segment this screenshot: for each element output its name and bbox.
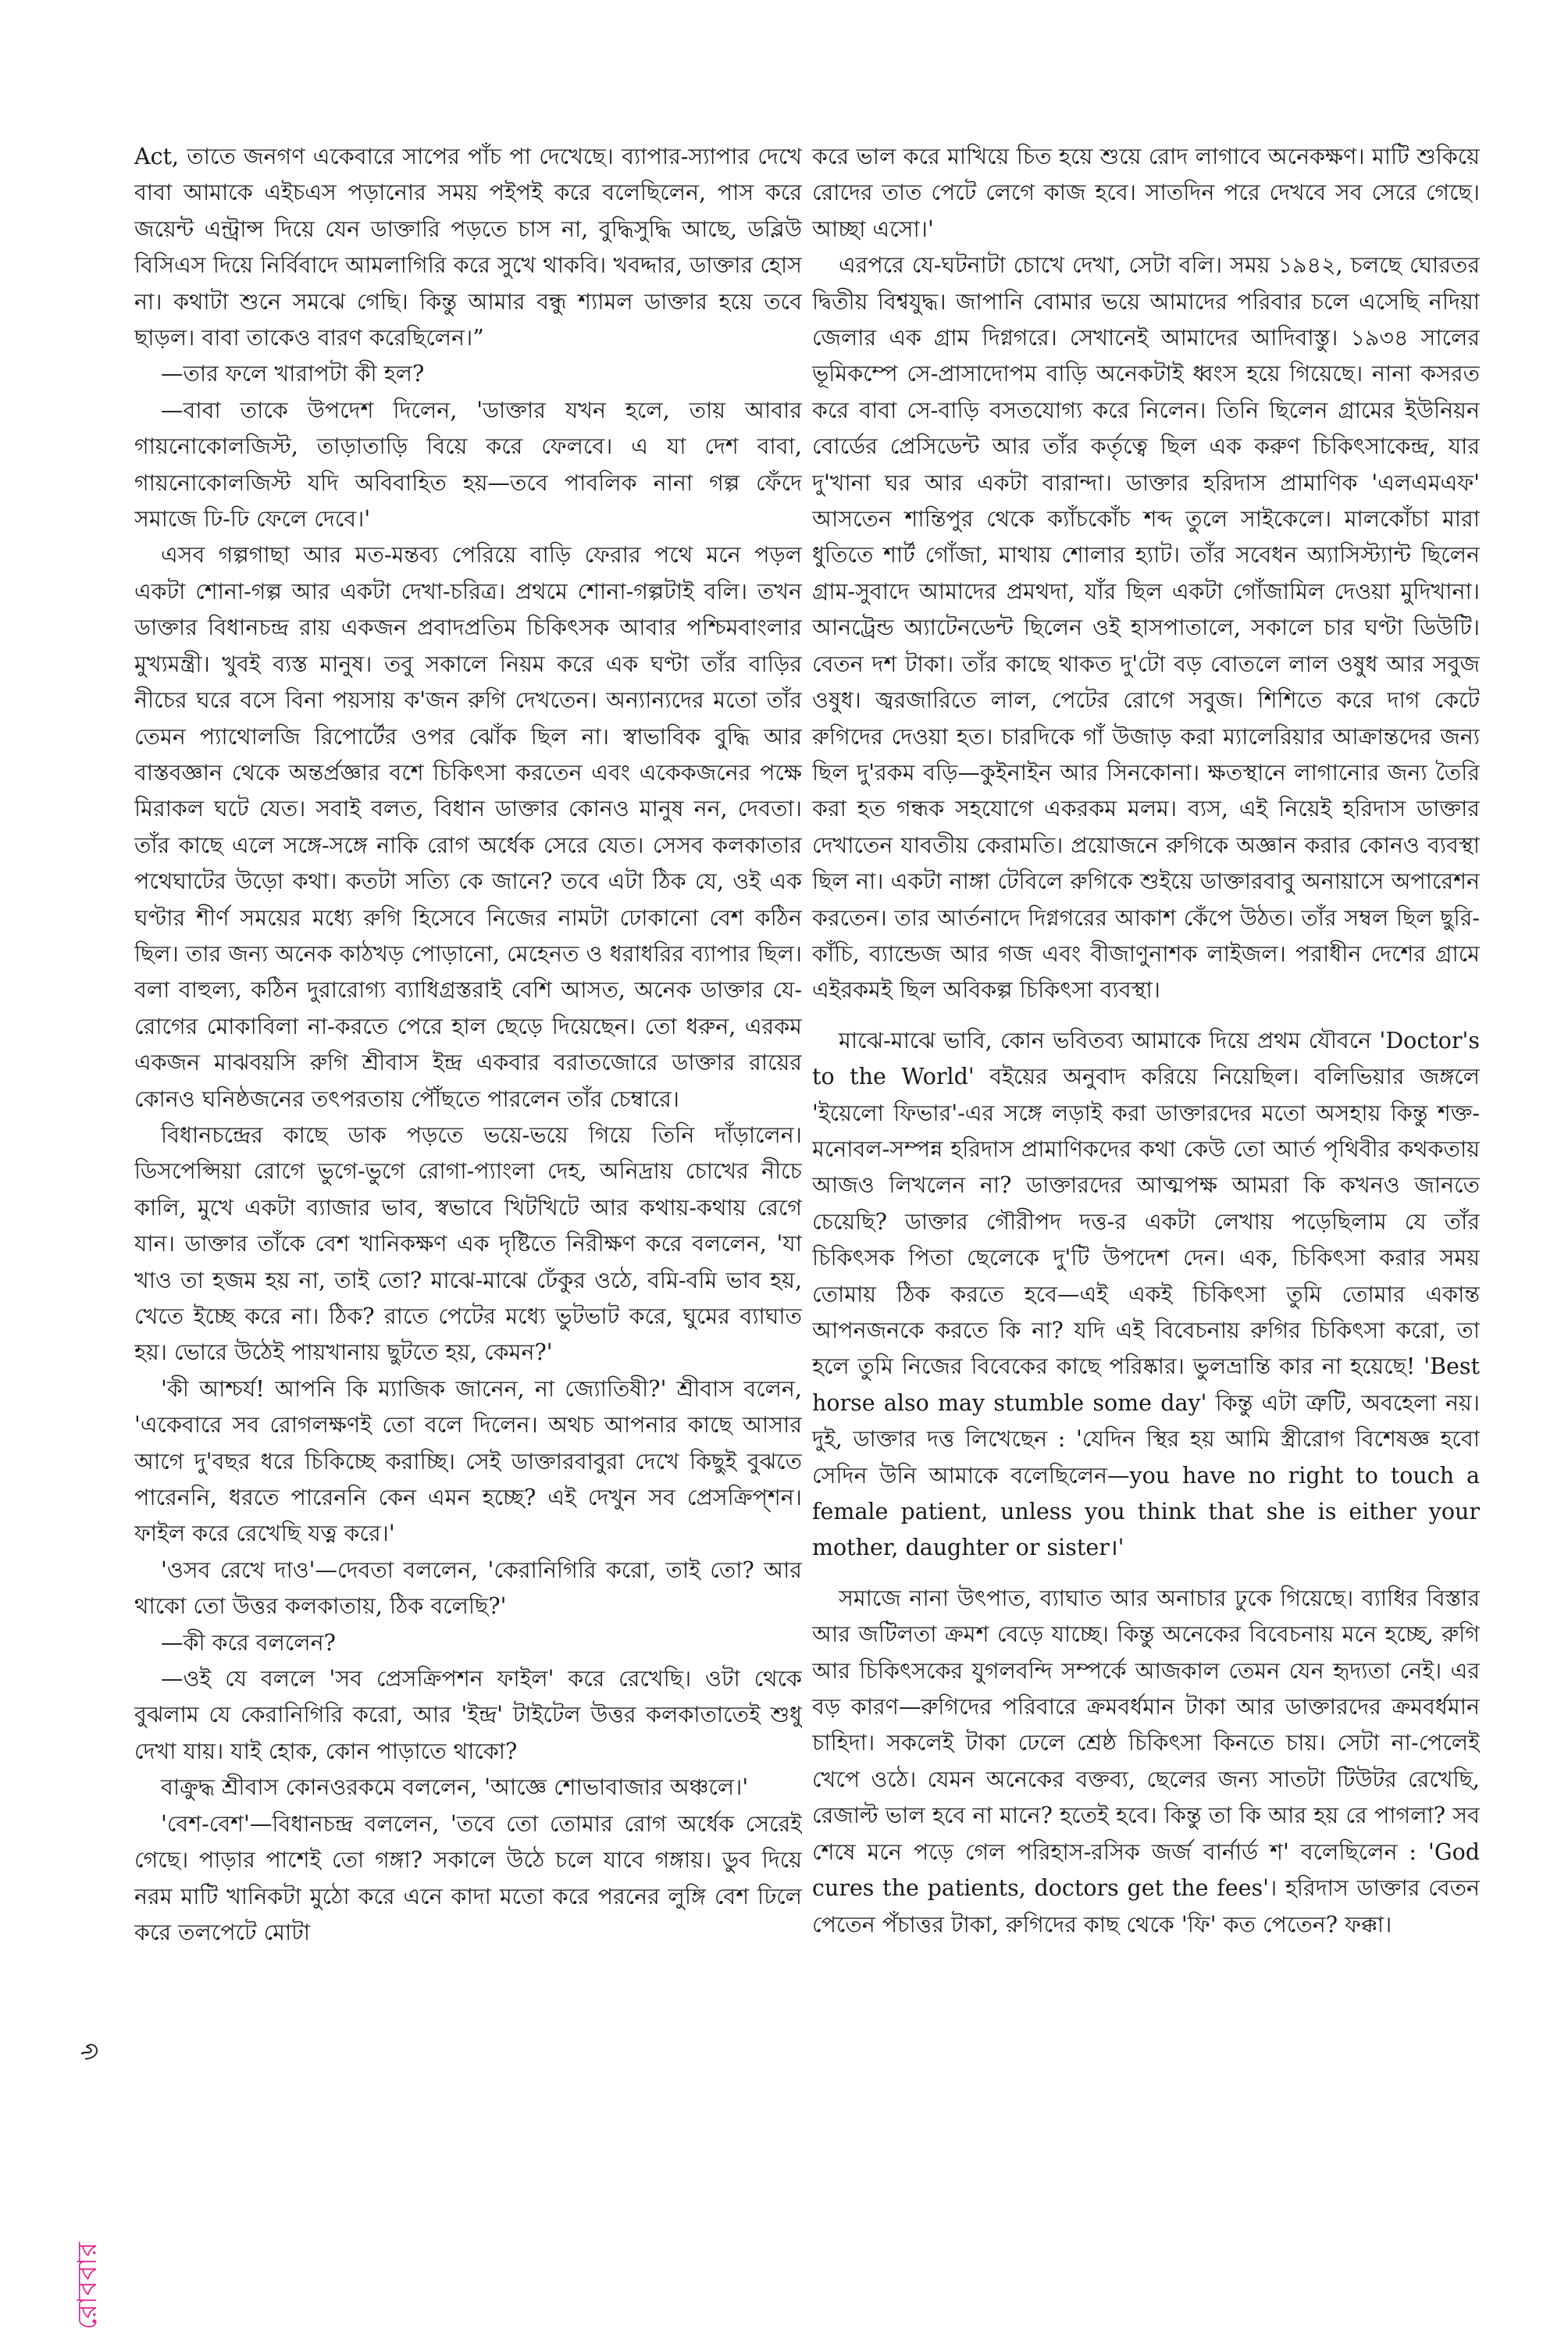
paragraph: —ওই যে বললে 'সব প্রেসক্রিপশন ফাইল' করে রেখেছি। ওটা থেকে বুঝলাম যে কেরানিগিরি করো, আর 'ইন্দ্র' টাইটেল উত্তর কলকাতাতেই শুধু দেখা যায়। যাই হোক, কোন পাড়াতে থাকো? [134,1666,802,1764]
paragraph: 'বেশ-বেশ'—বিধানচন্দ্র বললেন, 'তবে তো তোমার রোগ অর্ধেক সেরেই গেছে। পাড়ার পাশেই তো গঙ্গা? সকালে উঠে চলে যাবে গঙ্গায়। ডুব দিয়ে নরম মাটি খানিকটা মুঠো করে এনে কাদা মতো করে পরনের লুঙ্গি বেশ ঢিলে করে তলপেটে মোটা [134,1810,802,1945]
section-label: রোববার [72,2241,103,2330]
paragraph: বাক্রুদ্ধ শ্রীবাস কোনওরকমে বললেন, 'আজ্ঞে শোভাবাজার অঞ্চলে।' [161,1774,749,1801]
paragraph: —বাবা তাকে উপদেশ দিলেন, 'ডাক্তার যখন হলে, তায় আবার গায়নোকোলজিস্ট, তাড়াতাড়ি বিয়ে করে ফেলবে। এ যা দেশ বাবা, গায়নোকোলজিস্ট যদি অবিবাহিত হয়—তবে পাবলিক নানা গল্প ফেঁদে সমাজে ঢি-ঢি ফেলে দেবে।' [134,397,802,533]
paragraph: এসব গল্পগাছা আর মত-মন্তব্য পেরিয়ে বাড়ি ফেরার পথে মনে পড়ল একটা শোনা-গল্প আর একটা দেখা-চরিত্র। প্রথমে শোনা-গল্পটাই বলি। তখন ডাক্তার বিধানচন্দ্র রায় একজন প্রবাদপ্রতিম চিকিৎসক আবার পশ্চিমবাংলার মুখ্যমন্ত্রী। খুবই ব্যস্ত মানুষ। তবু সকালে নিয়ম করে এক ঘণ্টা তাঁর বাড়ির নীচের ঘরে বসে বিনা পয়সায় ক'জন রুগি দেখতেন। অন্যান্যদের মতো তাঁর তেমন প্যাথোলজি রিপোর্টের ওপর ঝোঁক ছিল না। স্বাভাবিক বুদ্ধি আর বাস্তবজ্ঞান থেকে অন্তর্প্রজ্ঞার বশে চিকিৎসা করতেন এবং একেকজনের পক্ষে মিরাকল ঘটে যেত। সবাই বলত, বিধান ডাক্তার কোনও মানুষ নন, দেবতা। তাঁর কাছে এলে সঙ্গে-সঙ্গে নাকি রোগ অর্ধেক সেরে যেত। সেসব কলকাতার পথেঘাটের উড়ো কথা। কতটা সত্যি কে জানে? তবে এটা ঠিক যে, ওই এক ঘণ্টার শীর্ণ সময়ের মধ্যে রুগি হিসেবে নিজের নামটা ঢোকানো বেশ কঠিন ছিল। তার জন্য অনেক কাঠখড় পোড়ানো, মেহেনত ও ধরাধরির ব্যাপার ছিল। বলা বাহুল্য, কঠিন দুরারোগ্য ব্যাধিগ্রস্তরাই বেশি আসত, অনেক ডাক্তার যে-রোগের মোকাবিলা না-করতে পেরে হাল ছেড়ে দিয়েছেন। তো ধরুন, এরকম একজন মাঝবয়সি রুগি শ্রীবাস ইন্দ্র একবার বরাতজোরে ডাক্তার রায়ের কোনও ঘনিষ্ঠজনের তৎপরতায় পৌঁছতে পারলেন তাঁর চেম্বারে। [134,542,802,1112]
right-text-column [812,139,1480,2201]
paragraph: 'কী আশ্চর্য! আপনি কি ম্যাজিক জানেন, না জ্যোতিষী?' শ্রীবাস বলেন, 'একেবারে সব রোগলক্ষণই তো বলে দিলেন। অথচ আপনার কাছে আসার আগে দু'বছর ধরে চিকিচ্ছে করাচ্ছি। সেই ডাক্তারবাবুরা দেখে কিছুই বুঝতে পারেননি, ধরতে পারেননি কেন এমন হচ্ছে? এই দেখুন সব প্রেসক্রিপ্শন। ফাইল করে রেখেছি যত্ন করে।' [134,1375,802,1547]
paragraph: 'ওসব রেখে দাও'—দেবতা বললেন, 'কেরানিগিরি করো, তাই তো? আর থাকো তো উত্তর কলকাতায়, ঠিক বলেছি?' [134,1557,802,1620]
paragraph: মাঝে-মাঝে ভাবি, কোন ভবিতব্য আমাকে দিয়ে প্রথম যৌবনে 'Doctor's to the World' বইয়ের অনুবাদ করিয়ে নিয়েছিল। বলিভিয়ার জঙ্গলে 'ইয়েলো ফিভার'-এর সঙ্গে লড়াই করা ডাক্তারদের মতো অসহায় কিন্তু শক্ত-মনোবল-সম্পন্ন হরিদাস প্রামাণিকদের কথা কেউ তো আর্ত পৃথিবীর কথকতায় আজও লিখলেন না? ডাক্তারদের আত্মপক্ষ আমরা কি কখনও জানতে চেয়েছি? ডাক্তার গৌরীপদ দত্ত-র একটা লেখায় পড়েছিলাম যে তাঁর চিকিৎসক পিতা ছেলেকে দু'টি উপদেশ দেন। এক, চিকিৎসা করার সময় তোমায় ঠিক করতে হবে—এই একই চিকিৎসা তুমি তোমার একান্ত আপনজনকে করতে কি না? যদি এই বিবেচনায় রুগির চিকিৎসা করো, তা হলে তুমি নিজের বিবেকের কাছে পরিষ্কার। ভুলভ্রান্তি কার না হয়েছে! 'Best horse also may stumble some day' কিন্তু এটা ত্রুটি, অবহেলা নয়। দুই, ডাক্তার দত্ত লিখেছেন : 'যেদিন স্থির হয় আমি স্ত্রীরোগ বিশেষজ্ঞ হবো সেদিন উনি আমাকে বলেছিলেন—you have no right to touch a female patient, unless you think that she is either your mother, daughter or sister।' [812,1027,1480,1561]
paragraph: —তার ফলে খারাপটা কী হল? [161,361,425,387]
page-number: ৬ [73,2043,105,2061]
paragraph: বিধানচন্দ্রের কাছে ডাক পড়তে ভয়ে-ভয়ে গিয়ে তিনি দাঁড়ালেন। ডিসপেপ্সিয়া রোগে ভুগে-ভুগে রোগা-প্যাংলা দেহ, অনিদ্রায় চোখের নীচে কালি, মুখে একটা ব্যাজার ভাব, স্বভাবে খিটখিটে আর কথায়-কথায় রেগে যান। ডাক্তার তাঁকে বেশ খানিকক্ষণ এক দৃষ্টিতে নিরীক্ষণ করে বললেন, 'যা খাও তা হজম হয় না, তাই তো? মাঝে-মাঝে ঢেঁকুর ওঠে, বমি-বমি ভাব হয়, খেতে ইচ্ছে করে না। ঠিক? রাতে পেটের মধ্যে ভুটভাট করে, ঘুমের ব্যাঘাত হয়। ভোরে উঠেই পায়খানায় ছুটতে হয়, কেমন?' [134,1122,802,1366]
paragraph: —কী করে বললেন? [161,1629,336,1656]
paragraph: Act, তাতে জনগণ একেবারে সাপের পাঁচ পা দেখেছে। ব্যাপার-স্যাপার দেখে বাবা আমাকে এইচএস পড়ানোর সময় পইপই করে বলেছিলেন, পাস করে জয়েন্ট এন্ট্রান্স দিয়ে যেন ডাক্তারি পড়তে চাস না, বুদ্ধিসুদ্ধি আছে, ডব্লিউ বিসিএস দিয়ে নির্বিবাদে আমলাগিরি করে সুখে থাকবি। খবদ্দার, ডাক্তার হোস না। কথাটা শুনে সমঝে গেছি। কিন্তু আমার বন্ধু শ্যামল ডাক্তার হয়ে তবে ছাড়ল। বাবা তাকেও বারণ করেছিলেন।” [134,144,802,351]
left-text-column [134,139,802,2201]
paragraph: করে ভাল করে মাখিয়ে চিত হয়ে শুয়ে রোদ লাগাবে অনেকক্ষণ। মাটি শুকিয়ে রোদের তাত পেটে লেগে কাজ হবে। সাতদিন পরে দেখবে সব সেরে গেছে। আচ্ছা এসো।' [812,144,1480,242]
paragraph: সমাজে নানা উৎপাত, ব্যাঘাত আর অনাচার ঢুকে গিয়েছে। ব্যাধির বিস্তার আর জটিলতা ক্রমশ বেড়ে যাচ্ছে। কিন্তু অনেকের বিবেচনায় মনে হচ্ছে, রুগি আর চিকিৎসকের যুগলবন্দি সম্পর্কে আজকাল তেমন যেন হৃদ্যতা নেই। এর বড় কারণ—রুগিদের পরিবারে ক্রমবর্ধমান টাকা আর ডাক্তারদের ক্রমবর্ধমান চাহিদা। সকলেই টাকা ঢেলে শ্রেষ্ঠ চিকিৎসা কিনতে চায়। সেটা না-পেলেই খেপে ওঠে। যেমন অনেকের বক্তব্য, ছেলের জন্য সাতটা টিউটর রেখেছি, রেজাল্ট ভাল হবে না মানে? হতেই হবে। কিন্তু তা কি আর হয় রে পাগলা? সব শেষে মনে পড়ে গেল পরিহাস-রসিক জর্জ বার্নার্ড শ' বলেছিলেন : 'God cures the patients, doctors get the fees'। হরিদাস ডাক্তার বেতন পেতেন পঁচাত্তর টাকা, রুগিদের কাছ থেকে 'ফি' কত পেতেন? ফক্কা। [812,1585,1480,1938]
paragraph: এরপরে যে-ঘটনাটা চোখে দেখা, সেটা বলি। সময় ১৯৪২, চলছে ঘোরতর দ্বিতীয় বিশ্বযুদ্ধ। জাপানি বোমার ভয়ে আমাদের পরিবার চলে এসেছি নদিয়া জেলার এক গ্রাম দিগ্নগরে। সেখানেই আমাদের আদিবাস্তু। ১৯৩৪ সালের ভূমিকম্পে সে-প্রাসাদোপম বাড়ি অনেকটাই ধ্বংস হয়ে গিয়েছে। নানা কসরত করে বাবা সে-বাড়ি বসতযোগ্য করে নিলেন। তিনি ছিলেন গ্রামের ইউনিয়ন বোর্ডের প্রেসিডেন্ট আর তাঁর কর্তৃত্বে ছিল এক করুণ চিকিৎসাকেন্দ্র, যার দু'খানা ঘর আর একটা বারান্দা। ডাক্তার হরিদাস প্রামাণিক 'এলএমএফ' আসতেন শান্তিপুর থেকে ক্যাঁচকোঁচ শব্দ তুলে সাইকেলে। মালকোঁচা মারা ধুতিতে শার্ট গোঁজা, মাথায় শোলার হ্যাট। তাঁর সবেধন অ্যাসিস্ট্যান্ট ছিলেন গ্রাম-সুবাদে আমাদের প্রমথদা, যাঁর ছিল একটা গোঁজামিল দেওয়া মুদিখানা। আনট্রেন্ড অ্যাটেনডেন্ট ছিলেন ওই হাসপাতালে, সকালে চার ঘণ্টা ডিউটি। বেতন দশ টাকা। তাঁর কাছে থাকত দু'টো বড় বোতলে লাল ওষুধ আর সবুজ ওষুধ। জ্বরজারিতে লাল, পেটের রোগে সবুজ। শিশিতে করে দাগ কেটে রুগিদের দেওয়া হত। চারদিকে গাঁ উজাড় করা ম্যালেরিয়ার আক্রান্তদের জন্য ছিল দু'রকম বড়ি—কুইনাইন আর সিনকোনা। ক্ষতস্থানে লাগানোর জন্য তৈরি করা হত গন্ধক সহযোগে একরকম মলম। ব্যস, এই নিয়েই হরিদাস ডাক্তার দেখাতেন যাবতীয় কেরামতি। প্রয়োজনে রুগিকে অজ্ঞান করার কোনও ব্যবস্থা ছিল না। একটা নাঙ্গা টেবিলে রুগিকে শুইয়ে ডাক্তারবাবু অনায়াসে অপারেশন করতেন। তার আর্তনাদে দিগ্নগরের আকাশ কেঁপে উঠত। তাঁর সম্বল ছিল ছুরি-কাঁচি, ব্যান্ডেজ আর গজ এবং বীজাণুনাশক লাইজল। পরাধীন দেশের গ্রামে এইরকমই ছিল অবিকল্প চিকিৎসা ব্যবস্থা। [812,252,1480,1004]
